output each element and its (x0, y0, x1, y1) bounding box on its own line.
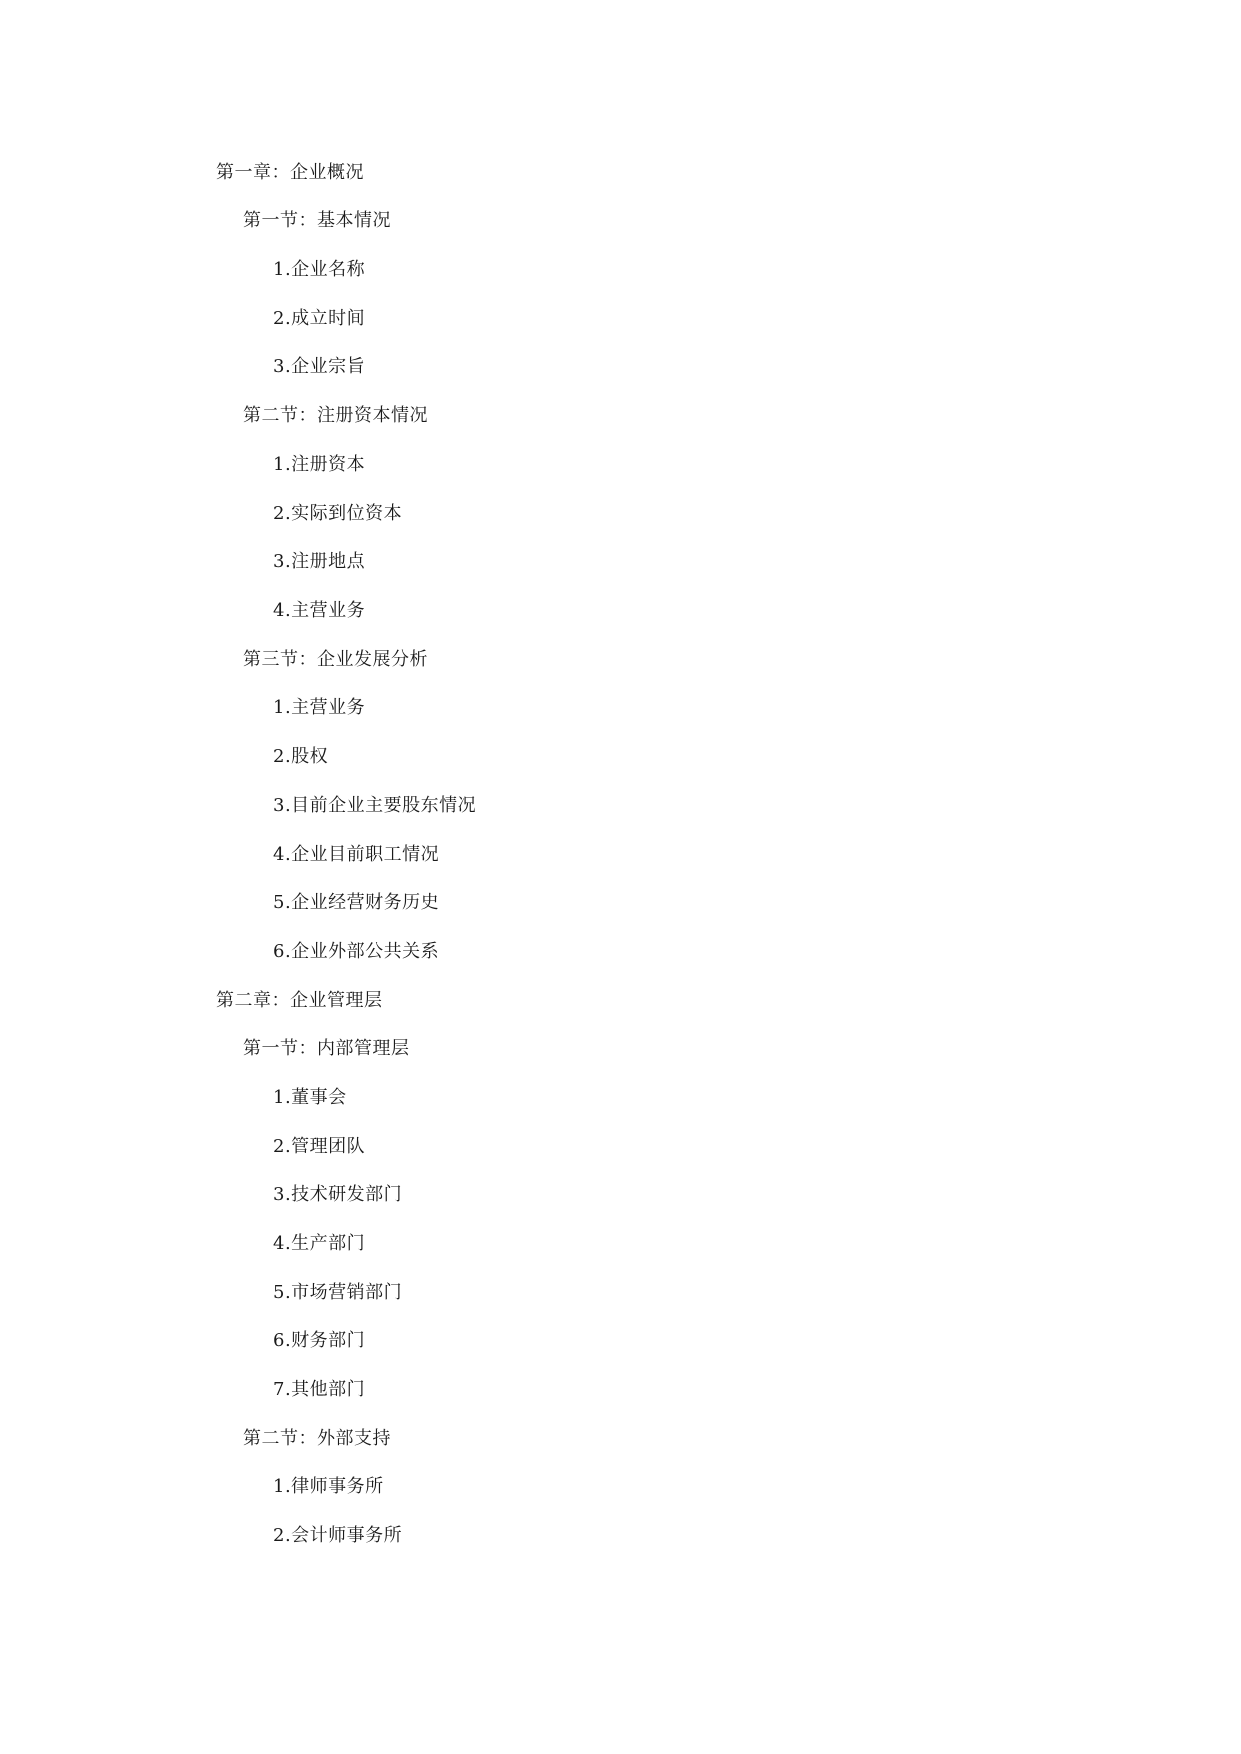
list-item: 1.注册资本 (273, 454, 366, 475)
list-item: 3.目前企业主要股东情况 (273, 795, 477, 816)
list-item: 1.主营业务 (273, 697, 366, 718)
list-item: 1.董事会 (273, 1087, 347, 1108)
chapter-heading: 第二章：企业管理层 (216, 990, 383, 1011)
section-heading: 第二节：外部支持 (243, 1428, 391, 1449)
list-item: 2.实际到位资本 (273, 503, 403, 524)
section-heading: 第二节：注册资本情况 (243, 405, 428, 426)
list-item: 6.财务部门 (273, 1330, 366, 1351)
list-item: 1.律师事务所 (273, 1476, 384, 1497)
list-item: 4.生产部门 (273, 1233, 366, 1254)
section-heading: 第三节：企业发展分析 (243, 649, 428, 670)
list-item: 3.技术研发部门 (273, 1184, 403, 1205)
list-item: 1.企业名称 (273, 259, 366, 280)
list-item: 6.企业外部公共关系 (273, 941, 440, 962)
list-item: 5.市场营销部门 (273, 1282, 403, 1303)
list-item: 2.管理团队 (273, 1136, 366, 1157)
chapter-heading: 第一章：企业概况 (216, 162, 364, 183)
list-item: 5.企业经营财务历史 (273, 892, 440, 913)
list-item: 7.其他部门 (273, 1379, 366, 1400)
list-item: 2.成立时间 (273, 308, 366, 329)
list-item: 2.会计师事务所 (273, 1525, 403, 1546)
section-heading: 第一节：内部管理层 (243, 1038, 410, 1059)
list-item: 3.注册地点 (273, 551, 366, 572)
list-item: 3.企业宗旨 (273, 356, 366, 377)
list-item: 4.企业目前职工情况 (273, 844, 440, 865)
list-item: 4.主营业务 (273, 600, 366, 621)
section-heading: 第一节：基本情况 (243, 210, 391, 231)
list-item: 2.股权 (273, 746, 329, 767)
